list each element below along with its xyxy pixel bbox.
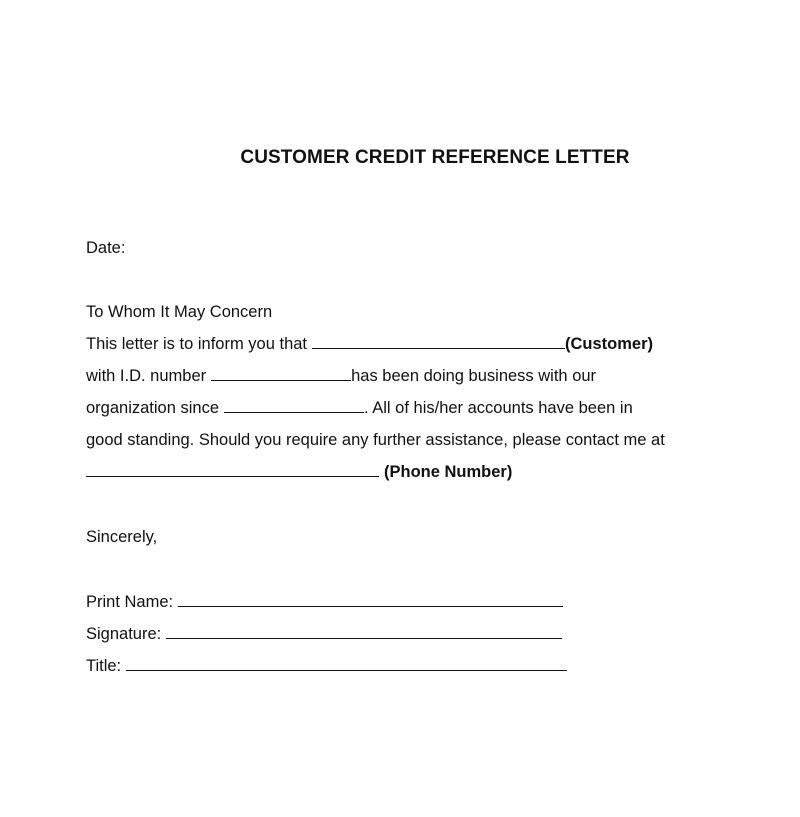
body-line-2-text-a: with I.D. number bbox=[86, 367, 207, 385]
title-blank bbox=[126, 656, 567, 671]
salutation: To Whom It May Concern bbox=[86, 303, 273, 321]
id-number-blank bbox=[211, 366, 351, 381]
body-line-2-text-b: has been doing business with our bbox=[351, 367, 597, 385]
page-title: CUSTOMER CREDIT REFERENCE LETTER bbox=[240, 147, 630, 168]
customer-label: (Customer) bbox=[565, 335, 654, 353]
signature-blank bbox=[166, 624, 562, 639]
closing: Sincerely, bbox=[86, 528, 158, 546]
body-line-3-text-b: . All of his/her accounts have been in bbox=[364, 399, 633, 417]
customer-name-blank bbox=[312, 334, 565, 349]
body-line-5 bbox=[86, 461, 512, 483]
body-line-2 bbox=[86, 365, 596, 387]
phone-number-label: (Phone Number) bbox=[384, 463, 513, 481]
title-label: Title: bbox=[86, 657, 122, 675]
body-line-1-text: This letter is to inform you that bbox=[86, 335, 308, 353]
print-name-blank bbox=[178, 592, 563, 607]
date-label: Date: bbox=[86, 239, 126, 257]
print-name-field bbox=[86, 591, 563, 613]
body-line-3-text-a: organization since bbox=[86, 399, 219, 417]
signature-field bbox=[86, 623, 562, 645]
phone-number-blank bbox=[86, 462, 379, 477]
print-name-label: Print Name: bbox=[86, 593, 174, 611]
body-line-4: good standing. Should you require any further assistance, please contact me at bbox=[86, 431, 665, 449]
title-field bbox=[86, 655, 567, 677]
signature-label: Signature: bbox=[86, 625, 162, 643]
since-date-blank bbox=[224, 398, 364, 413]
body-line-1 bbox=[86, 333, 653, 355]
body-line-3 bbox=[86, 397, 633, 419]
